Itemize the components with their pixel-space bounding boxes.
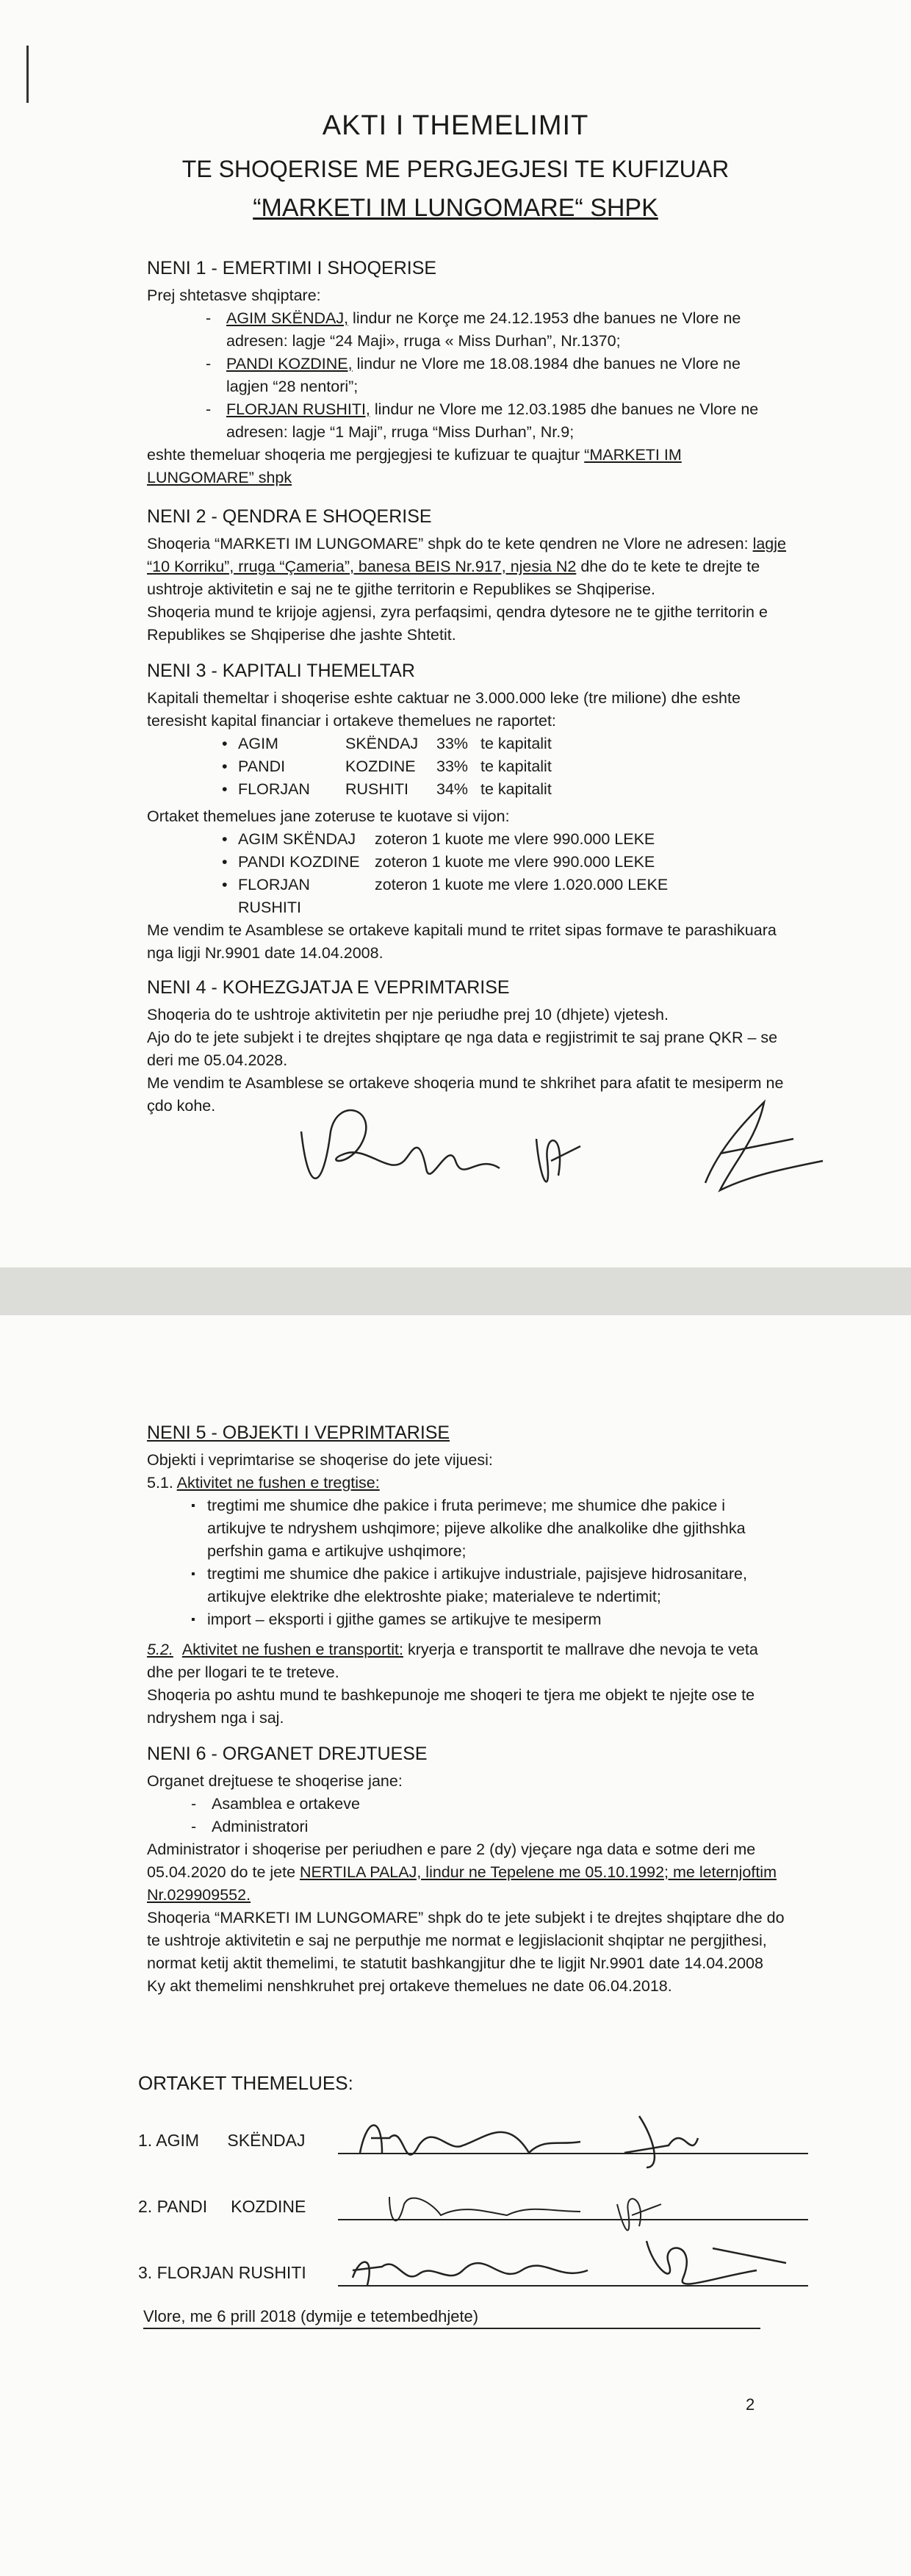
person-name: AGIM SKËNDAJ, xyxy=(226,309,349,327)
neni2-branches: Shoqeria mund te krijoje agjensi, zyra perfaqsimi, qendra dytesore ne te gjithe territorin e Republikes se Shqiperise dhe jashte Shtetit. xyxy=(147,603,768,644)
neni3-quota-intro: Ortaket themelues jane zoteruse te kuotave si vijon: xyxy=(147,807,510,825)
person-name: FLORJAN RUSHITI, xyxy=(226,400,370,418)
neni2-address: Shoqeria “MARKETI IM LUNGOMARE” shpk do te kete qendren ne Vlore ne adresen: lagje “10 Korriku”, rruga “Çameria”, banesa BEIS Nr.917, njesia N2 dhe do te kete te drejte te ushtroje aktivitetin e saj ne te gjithe territorin e Republikes se Shqiperise. xyxy=(147,535,786,598)
organs-list xyxy=(147,1793,786,1838)
neni2-heading: NENI 2 - QENDRA E SHOQERISE xyxy=(147,506,432,527)
neni5-heading: NENI 5 - OBJEKTI I VEPRIMTARISE xyxy=(147,1422,450,1443)
founder-label: 3. FLORJAN RUSHITI xyxy=(138,2263,306,2282)
activity-list xyxy=(147,1494,786,1631)
list-item: ▪ import – eksporti i gjithe games se artikujve te mesiperm xyxy=(191,1608,786,1631)
list-item: - Asamblea e ortakeve xyxy=(191,1793,786,1816)
list-item: - Administratori xyxy=(191,1816,786,1838)
quota-list xyxy=(147,828,786,919)
founder-signatures xyxy=(345,2094,815,2307)
neni3-capital: Kapitali themeltar i shoqerise eshte caktuar ne 3.000.000 leke (tre milione) dhe eshte teresisht kapital financiar i ortakeve themelues ne raportet: xyxy=(147,689,741,730)
page1-body xyxy=(147,250,786,1118)
place-date: Vlore, me 6 prill 2018 (dymije e tetembedhjete) xyxy=(143,2307,479,2325)
list-item: • FLORJAN RUSHITI 34% te kapitalit xyxy=(222,778,786,801)
neni3-heading: NENI 3 - KAPITALI THEMELTAR xyxy=(147,661,415,681)
neni6-signing: Ky akt themelimi nenshkruhet prej ortakeve themelues ne date 06.04.2018. xyxy=(147,1977,672,1995)
person-name: PANDI KOZDINE, xyxy=(226,355,353,373)
page-number: 2 xyxy=(746,2395,755,2414)
administrator-name: NERTILA PALAJ, lindur ne Tepelene me 05.10.1992; me leternjoftim Nr.029909552. xyxy=(147,1863,777,1904)
neni6-heading: NENI 6 - ORGANET DREJTUESE xyxy=(147,1744,428,1764)
document-subtitle: TE SHOQERISE ME PERGJEGJESI TE KUFIZUAR xyxy=(181,156,730,182)
neni5-section2: 5.2. Aktivitet ne fushen e transportit: kryerja e transportit te mallrave dhe nevoja te veta dhe per llogari te te treteve. xyxy=(147,1641,758,1681)
neni3-capital-increase: Me vendim te Asamblese se ortakeve kapitali mund te rritet sipas formave te parashikuara nga ligji Nr.9901 date 14.04.2008. xyxy=(147,921,777,962)
person-details: lindur ne Korçe me 24.12.1953 dhe banues ne Vlore ne adresen: lagje “24 Maji», rruga « Miss Durhan”, Nr.1370; xyxy=(226,309,741,350)
founders-heading: ORTAKET THEMELUES: xyxy=(138,2072,353,2094)
footer-line xyxy=(143,2328,760,2329)
neni6-jurisdiction: Shoqeria “MARKETI IM LUNGOMARE” shpk do te jete subjekt i te drejtes shqiptare dhe do te ushtroje aktivitetin e saj ne perputhje me normat e legjislacionit shqiptar ne pergjithesi, normat ketij aktit themelimi, te statutit bashkangjitur dhe te ligjit Nr.9901 date 14.04.2008 xyxy=(147,1909,785,1972)
document-page-2 xyxy=(0,1315,911,2576)
neni5-cooperation: Shoqeria po ashtu mund te bashkepunoje me shoqeri te tjera me objekt te njejte ose te ndryshem nga i saj. xyxy=(147,1686,755,1727)
person-details: lindur ne Vlore me 18.08.1984 dhe banues ne Vlore ne lagjen “28 nentori”; xyxy=(226,355,741,395)
neni1-intro: Prej shtetasve shqiptare: xyxy=(147,287,321,304)
neni6-administrator: Administrator i shoqerise per periudhen e pare 2 (dy) vjeçare nga data e sotme deri me 05.04.2020 do te jete NERTILA PALAJ, lindur ne Tepelene me 05.10.1992; me leternjoftim Nr.029909552. xyxy=(147,1841,777,1904)
founder-label: 1. AGIM SKËNDAJ xyxy=(138,2131,306,2150)
neni4-heading: NENI 4 - KOHEZGJATJA E VEPRIMTARISE xyxy=(147,977,510,998)
neni5-intro: Objekti i veprimtarise se shoqerise do jete vijuesi: xyxy=(147,1451,493,1469)
list-item: ▪ tregtimi me shumice dhe pakice i artikujve industriale, pajisjeve hidrosanitare, artikujve elektrike dhe elektroshte piake; materialeve te ndertimit; xyxy=(191,1563,786,1608)
list-item: • AGIM SKËNDAJ zoteron 1 kuote me vlere 990.000 LEKE xyxy=(222,828,786,851)
neni5-section1: 5.1. Aktivitet ne fushen e tregtise: xyxy=(147,1474,380,1492)
list-item: • PANDI KOZDINE 33% te kapitalit xyxy=(222,755,786,778)
page2-body xyxy=(147,1414,786,1998)
page-gap xyxy=(0,1267,911,1315)
founder-label: 2. PANDI KOZDINE xyxy=(138,2197,306,2216)
list-item xyxy=(206,398,786,444)
company-name: “MARKETI IM LUNGOMARE” shpk xyxy=(147,446,682,486)
signatures-page1 xyxy=(279,1087,838,1212)
company-name-title: “MARKETI IM LUNGOMARE“ SHPK xyxy=(253,194,658,222)
address: lagje “10 Korriku”, rruga “Çameria”, banesa BEIS Nr.917, njesia N2 xyxy=(147,535,786,575)
founder-list xyxy=(147,307,786,444)
list-item: • FLORJAN RUSHITI zoteron 1 kuote me vlere 1.020.000 LEKE xyxy=(222,874,786,919)
list-item: • PANDI KOZDINE zoteron 1 kuote me vlere 990.000 LEKE xyxy=(222,851,786,874)
document-title: AKTI I THEMELIMIT xyxy=(322,110,589,141)
list-item: • AGIM SKËNDAJ 33% te kapitalit xyxy=(222,733,786,755)
list-item: ▪ tregtimi me shumice dhe pakice i fruta perimeve; me shumice dhe pakice i artikujve te ndryshem ushqimore; pijeve alkolike dhe analkolike dhe gjithshka perfshin gama e artikujve ushqimore; xyxy=(191,1494,786,1563)
neni4-dissolution: Me vendim te Asamblese se ortakeve shoqeria mund te shkrihet para afatit te mesiperm ne çdo kohe. xyxy=(147,1074,784,1115)
neni1-heading: NENI 1 - EMERTIMI I SHOQERISE xyxy=(147,258,437,278)
list-item xyxy=(206,307,786,353)
neni4-jurisdiction: Ajo do te jete subjekt i te drejtes shqiptare qe nga data e regjistrimit te saj prane QKR – se deri me 05.04.2028. xyxy=(147,1029,778,1069)
document-page-1 xyxy=(0,0,911,1267)
neni4-duration: Shoqeria do te ushtroje aktivitetin per nje periudhe prej 10 (dhjete) vjetesh. xyxy=(147,1006,669,1023)
share-list xyxy=(147,733,786,801)
neni6-intro: Organet drejtuese te shoqerise jane: xyxy=(147,1772,403,1790)
neni1-closing: eshte themeluar shoqeria me pergjegjesi te kufizuar te quajtur “MARKETI IM LUNGOMARE” shpk xyxy=(147,446,682,486)
person-details: lindur ne Vlore me 12.03.1985 dhe banues ne Vlore ne adresen: lagje “1 Maji”, rruga “Miss Durhan”, Nr.9; xyxy=(226,400,759,441)
list-item xyxy=(206,353,786,398)
binding-mark xyxy=(26,46,29,103)
